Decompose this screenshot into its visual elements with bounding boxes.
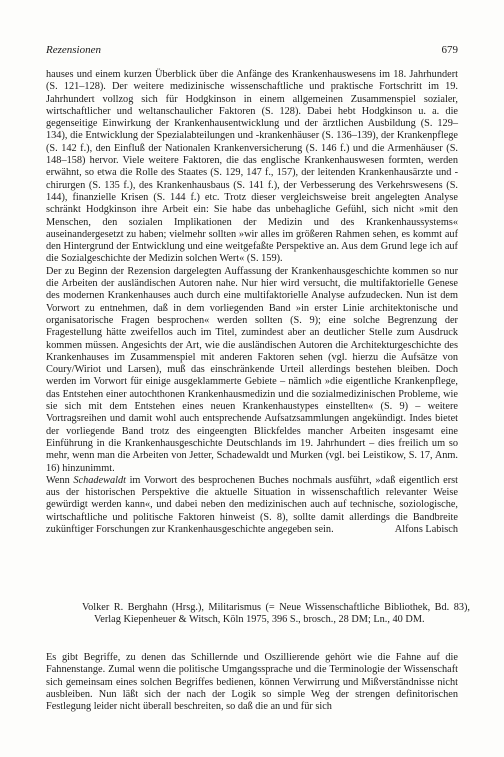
running-head-section: Rezensionen (46, 44, 101, 56)
review-paragraph-1: hauses und einem kurzen Überblick über die Anfänge des Krankenhauswesens im 18. Jahrhundert (S. 121–128). Der weitere medizinische wissenschaftliche und praktische Fortschritt im 19. Jahrhundert vollzog sich für Hodgkinson in einem allgemeinen Zusammenspiel sozialer, wirtschaftlicher und weltanschaulicher Faktoren (S. 128). Dabei hebt Hodgkinson u. a. die gegenseitige Einwirkung der Krankenhausentwicklung und der ärztlichen Ausbildung (S. 129–134), die Entwicklung der Spezialabteilungen und -krankenhäuser (S. 136–139), der Krankenpflege (S. 142 f.), den Einfluß der Nationalen Krankenversicherung (S. 146 f.) und die Armenhäuser (S. 148–158) hervor. Viele weitere Faktoren, die das englische Krankenhauswesen formten, werden erwähnt, so etwa die Rolle des Staates (S. 129, 147 f., 157), der leitenden Krankenhausärzte und -chirurgen (S. 135 f.), des Krankenhausbaus (S. 141 f.), der Verbesserung des Verkehrswesens (S. 144), finanzielle Krisen (S. 144 f.) etc. Trotz dieser vergleichsweise breit angelegten Analyse schränkt Hodgkinson ihre Arbeit ein: Sie habe das unbehagliche Gefühl, sich nicht »mit den Menschen, den sozialen Implikationen der Medizin und des Krankenhaussystems« auseinandergesetzt zu haben; vielmehr sollten »wir alles im größeren Rahmen sehen, es kommt auf den Hintergrund der Entwicklung und eine weitgefaßte Perspektive an. Aus dem Grund lege ich auf die Sozialgeschichte der Medizin solchen Wert« (S. 159). (46, 69, 458, 265)
review-body (46, 69, 458, 536)
bibliographic-entry: Volker R. Berghahn (Hrsg.), Militarismus (= Neue Wissenschaftliche Bibliothek, Bd. 83), Verlag Kiepenheuer & Witsch, Köln 1975, 396 S., brosch., 28 DM; Ln., 40 DM. (82, 602, 470, 626)
page-number: 679 (441, 44, 458, 56)
second-review-paragraph-1: Es gibt Begriffe, zu denen das Schillernde und Oszillierende gehört wie die Fahne auf die Fahnenstange. Zumal wenn die politische Umgangssprache und die Terminologie der Wissenschaft sich gemeinsam eines solchen Begriffes bedienen, können Verwirrung und Mißverständnisse nicht ausbleiben. Nun läßt sich der nach der Logik so simple Weg der strengen definitorischen Festlegung leider nicht überall beschreiten, so daß die an und für sich (46, 652, 458, 713)
author-name-italic: Schadewaldt (73, 474, 126, 486)
second-review-body (46, 652, 458, 713)
review-paragraph-2: Der zu Beginn der Rezension dargelegten Auffassung der Krankenhausgeschichte kommen so nur die Arbeiten der ausländischen Autoren nahe. Nur hier wird versucht, die multifaktorielle Genese des modernen Krankenhauses auch durch eine multifaktorielle Analyse aufzudecken. Nun ist dem Vorwort zu entnehmen, daß in dem vorliegenden Band »in erster Linie architektonische und organisatorische Fragen besprochen« werden sollten (S. 9); eine solche Begrenzung der Fragestellung hätte zweifellos auch im Titel, zumindest aber an deutlicher Stelle zum Ausdruck kommen müssen. Angesichts der Art, wie die ausländischen Autoren die Architekturgeschichte des Krankenhauses im Zusammenspiel mit anderen Faktoren sehen (vgl. hierzu die Aufsätze von Coury/Wiriot und Larsen), muß das einschränkende Urteil allerdings bestehen bleiben. Doch werden im Vorwort für einige ausgeklammerte Gebiete – nämlich »die eigentliche Krankenpflege, das Entstehen einer autochthonen Krankenhausmedizin und die sozialmedizinischen Probleme, wie sie sich mit dem Entstehen eines neuen Krankenhaustypes einstellten« (S. 9) – weitere Vortragsreihen und damit wohl auch entsprechende Aufsatzsammlungen angekündigt. Indes bietet der vorliegende Band trotz des eingeengten Blickfeldes mancher Arbeiten insgesamt eine Einführung in die Krankenhausgeschichte Deutschlands im 19. Jahrhundert – dies freilich um so mehr, wenn man die Arbeiten von Jetter, Schadewaldt und Murken (vgl. bei Leistikow, S. 17, Anm. 16) hinzunimmt. (46, 265, 458, 474)
paragraph-3-text: im Vorwort des besprochenen Buches nochmals ausführt, »daß eigentlich erst aus der historischen Perspektive die aktuelle Situation in wissenschaftlich relevanter Weise gewürdigt werden kann«, und dabei neben den medizinischen auch auf technische, soziologische, wirtschaftliche und politische Faktoren hinweist (S. 8), sollte damit allerdings die Bandbreite zukünftiger Forschungen zur Krankenhausgeschichte angegeben sein. (46, 474, 458, 535)
paragraph-3-lead: Wenn (46, 474, 74, 486)
reviewer-name: Alfons Labisch (394, 523, 458, 535)
